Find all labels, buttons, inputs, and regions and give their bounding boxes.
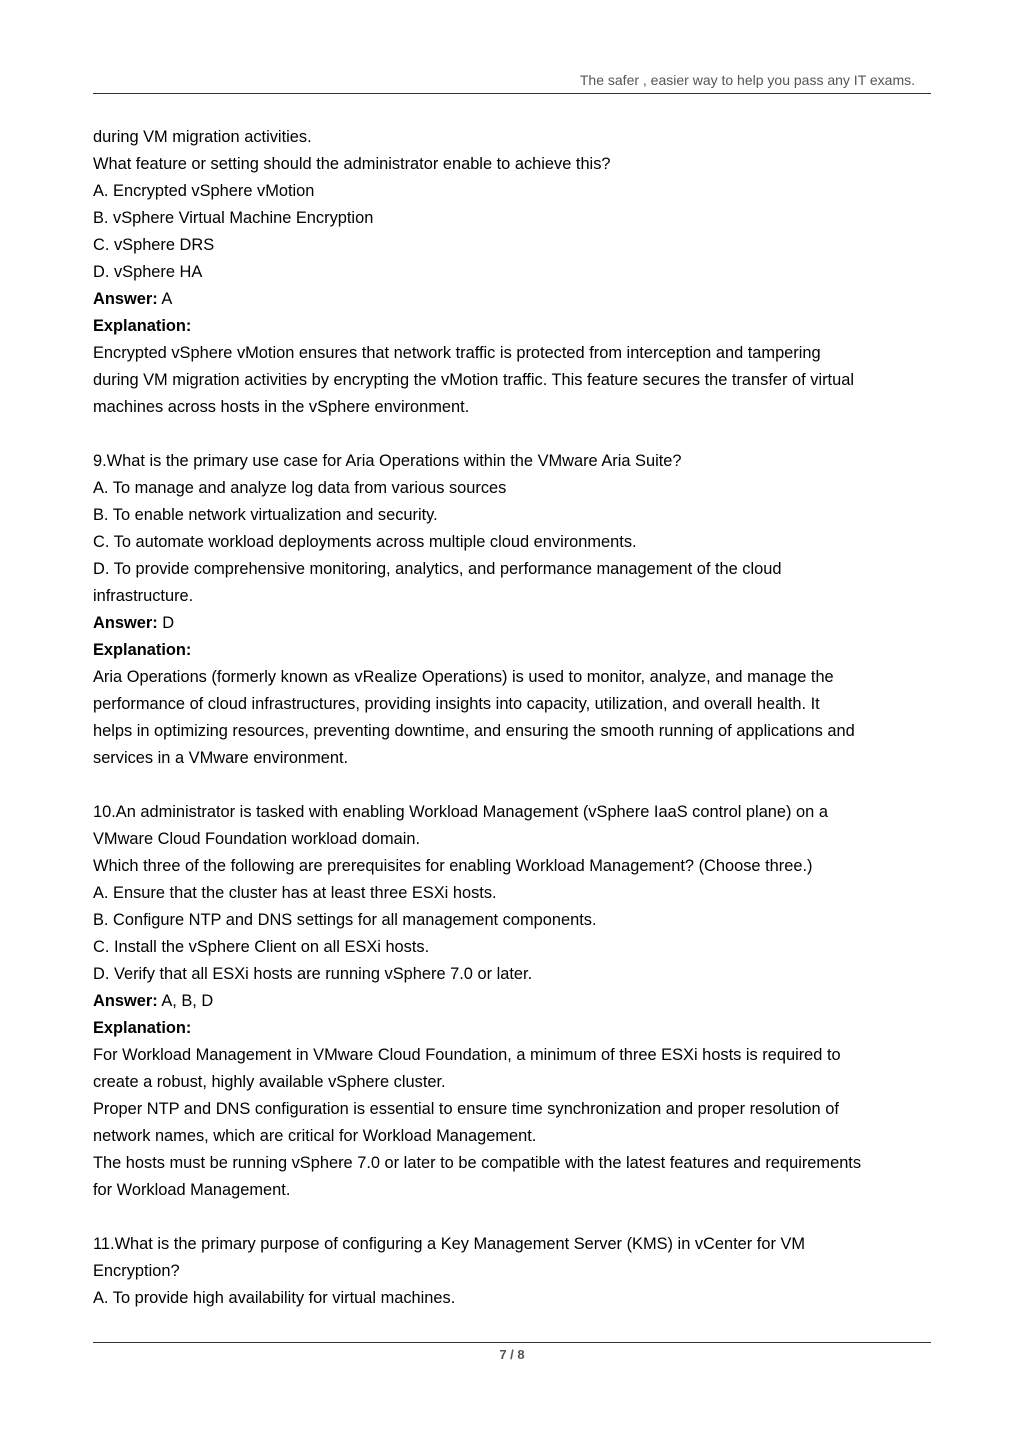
question-8 (93, 124, 938, 421)
answer-label: Answer: (93, 290, 158, 308)
option-a: A. To manage and analyze log data from various sources (93, 479, 507, 497)
explanation-text: Aria Operations (formerly known as vRealize Operations) is used to monitor, analyze, and manage the (93, 668, 834, 686)
explanation-text: during VM migration activities by encrypting the vMotion traffic. This feature secures the transfer of virtual (93, 371, 854, 389)
answer-value: A, B, D (161, 992, 214, 1010)
header-divider (93, 93, 931, 94)
option-a: A. To provide high availability for virtual machines. (93, 1289, 456, 1307)
explanation-text: machines across hosts in the vSphere environment. (93, 398, 470, 416)
option-d: D. vSphere HA (93, 263, 203, 281)
explanation-text: For Workload Management in VMware Cloud Foundation, a minimum of three ESXi hosts is required to (93, 1046, 841, 1064)
option-d-cont: infrastructure. (93, 587, 194, 605)
explanation-text: for Workload Management. (93, 1181, 291, 1199)
option-a: A. Encrypted vSphere vMotion (93, 182, 315, 200)
explanation-text: network names, which are critical for Workload Management. (93, 1127, 537, 1145)
footer-divider (93, 1342, 931, 1343)
question-text: VMware Cloud Foundation workload domain. (93, 830, 421, 848)
answer-line (93, 286, 938, 313)
explanation-text: services in a VMware environment. (93, 749, 349, 767)
explanation-label: Explanation: (93, 1019, 192, 1037)
option-b: B. vSphere Virtual Machine Encryption (93, 209, 374, 227)
answer-value: D (162, 614, 175, 632)
question-text: 10.An administrator is tasked with enabling Workload Management (vSphere IaaS control plane) on a (93, 803, 828, 821)
header-tagline: The safer , easier way to help you pass any IT exams. (579, 72, 915, 88)
explanation-text: create a robust, highly available vSphere cluster. (93, 1073, 446, 1091)
answer-value: A (161, 290, 173, 308)
explanation-text: performance of cloud infrastructures, providing insights into capacity, utilization, and overall health. It (93, 695, 820, 713)
question-text: 9.What is the primary use case for Aria Operations within the VMware Aria Suite? (93, 452, 682, 470)
answer-line (93, 988, 938, 1015)
explanation-label: Explanation: (93, 317, 192, 335)
question-text: What feature or setting should the administrator enable to achieve this? (93, 155, 611, 173)
option-a: A. Ensure that the cluster has at least three ESXi hosts. (93, 884, 497, 902)
option-d: D. Verify that all ESXi hosts are running vSphere 7.0 or later. (93, 965, 533, 983)
question-10 (93, 799, 938, 1204)
answer-label: Answer: (93, 992, 158, 1010)
answer-line (93, 610, 938, 637)
option-b: B. To enable network virtualization and security. (93, 506, 438, 524)
question-text: during VM migration activities. (93, 128, 312, 146)
question-text: Encryption? (93, 1262, 180, 1280)
question-11 (93, 1231, 938, 1312)
explanation-label: Explanation: (93, 641, 192, 659)
explanation-text: Encrypted vSphere vMotion ensures that network traffic is protected from interception and tampering (93, 344, 821, 362)
explanation-text: helps in optimizing resources, preventing downtime, and ensuring the smooth running of applications and (93, 722, 855, 740)
option-d: D. To provide comprehensive monitoring, analytics, and performance management of the cloud (93, 560, 782, 578)
question-text: 11.What is the primary purpose of configuring a Key Management Server (KMS) in vCenter for VM (93, 1235, 806, 1253)
question-9 (93, 448, 938, 772)
question-text: Which three of the following are prerequisites for enabling Workload Management? (Choose three.) (93, 857, 813, 875)
page-number: 7 / 8 (499, 1347, 525, 1362)
explanation-text: Proper NTP and DNS configuration is essential to ensure time synchronization and proper resolution of (93, 1100, 839, 1118)
option-b: B. Configure NTP and DNS settings for all management components. (93, 911, 597, 929)
option-c: C. Install the vSphere Client on all ESXi hosts. (93, 938, 430, 956)
explanation-text: The hosts must be running vSphere 7.0 or later to be compatible with the latest features and requirements (93, 1154, 862, 1172)
option-c: C. To automate workload deployments across multiple cloud environments. (93, 533, 637, 551)
answer-label: Answer: (93, 614, 158, 632)
option-c: C. vSphere DRS (93, 236, 215, 254)
page-content (93, 124, 938, 1312)
